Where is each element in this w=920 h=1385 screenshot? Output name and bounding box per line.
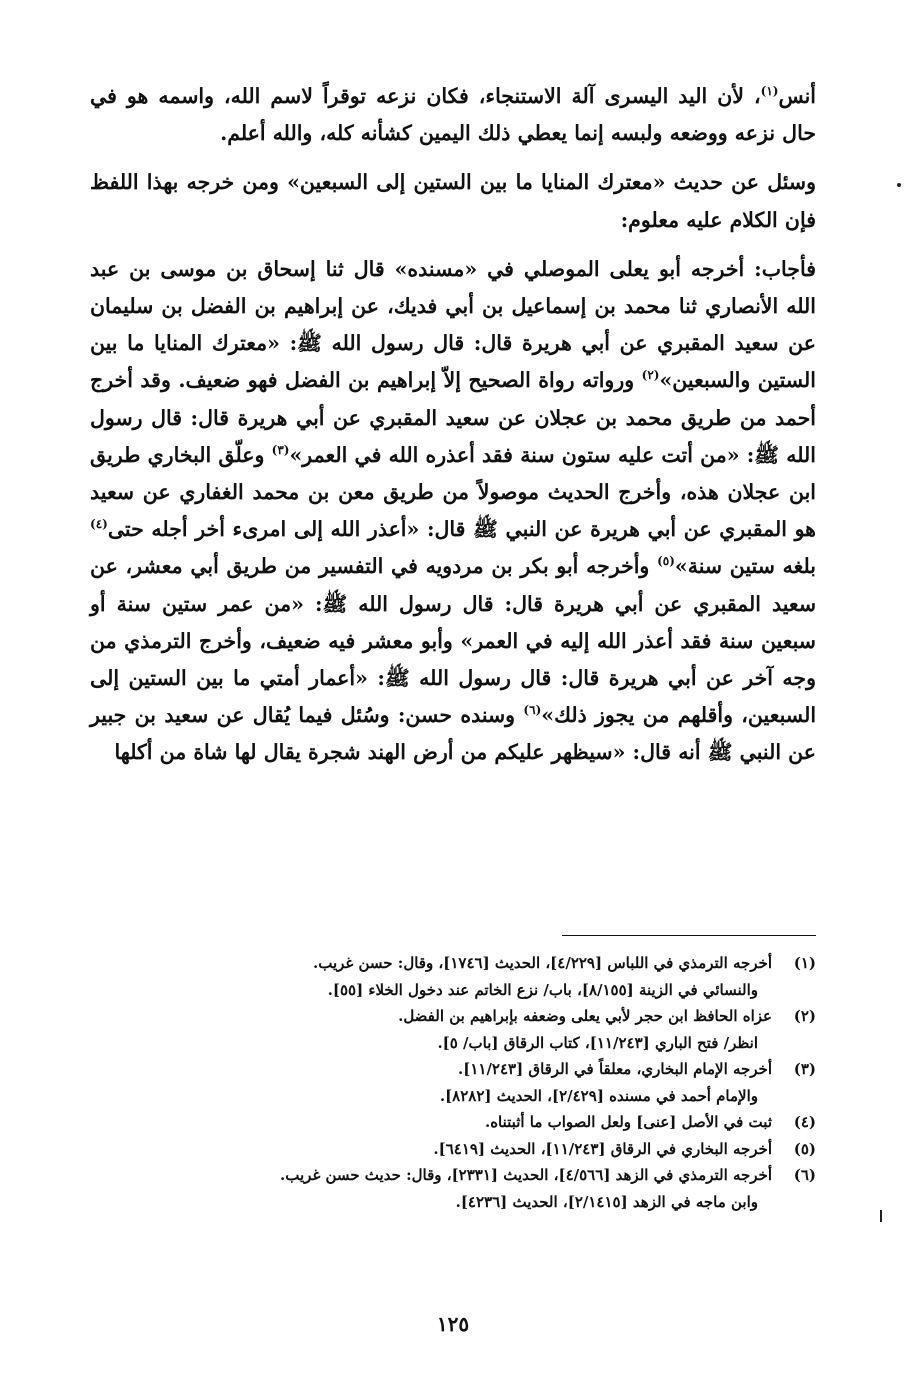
- footnote-3: [90, 1056, 816, 1109]
- footnote-divider: [562, 935, 816, 936]
- paragraph-text: وعلّق البخاري طريق ابن عجلان هذه، وأخرج الحديث موصولاً من طريق معن بن محمد الغفاري عن سعيد هو المقبري عن أبي هريرة عن النبي ﷺ قال: «أعذر الله إلى امرىء أخر أجله حتى: [90, 442, 816, 542]
- footnote-number: (٥): [793, 1139, 816, 1158]
- footnote-body: [90, 1056, 772, 1109]
- footnote-ref-1[interactable]: (١): [760, 84, 779, 99]
- paragraph-text: أنس: [778, 84, 816, 108]
- footnote-4: [90, 1109, 816, 1136]
- paragraph-text: ، لأن اليد اليسرى آلة الاستنجاء، فكان نزعه توقراً لاسم الله، واسمه هو في حال نزعه ووضعه ولبسه إنما يعطي ذلك اليمين كشأنه كله، والله أعلم.: [90, 84, 816, 146]
- footnote-ref-5[interactable]: (٥): [657, 554, 675, 569]
- footnote-line: أخرجه البخاري في الرقاق [١١/٢٤٣]، الحديث [٦٤١٩].: [433, 1139, 772, 1158]
- footnotes-list: [90, 950, 816, 1215]
- body-paragraph-1: [90, 78, 816, 152]
- footnote-line: أخرجه الإمام البخاري، معلقاً في الرقاق [١١/٢٤٣].: [458, 1060, 772, 1078]
- footnote-line: أخرجه الترمذي في اللباس [٤/٢٢٩]، الحديث [١٧٤٦]، وقال: حسن غريب.: [313, 954, 772, 972]
- footnote-line: ثبت في الأصل [عنى] ولعل الصواب ما أثبتناه.: [484, 1113, 772, 1131]
- footnote-body: [90, 1003, 772, 1056]
- footnote-5: [90, 1136, 816, 1163]
- paragraph-text: وسئل عن حديث «معترك المنايا ما بين الستين إلى السبعين» ومن خرجه بهذا اللفظ فإن الكلام عليه معلوم:: [90, 170, 816, 232]
- footnote-body: [90, 1162, 772, 1215]
- footnote-6: [90, 1162, 816, 1215]
- footnote-2: [90, 1003, 816, 1056]
- footnote-number: (٤): [793, 1113, 816, 1131]
- scan-edge-mark: [897, 183, 901, 187]
- footnote-ref-3[interactable]: (٣): [271, 443, 290, 457]
- footnote-body: [90, 1136, 772, 1163]
- footnote-body: [90, 950, 772, 1003]
- paragraph-text: بلغه ستين سنة»: [674, 554, 817, 579]
- footnote-line: عزاه الحافظ ابن حجر لأبي يعلى وضعفه بإبراهيم بن الفضل.: [398, 1007, 772, 1025]
- footnote-number: (٦): [793, 1166, 816, 1184]
- footnote-number: (٣): [793, 1060, 816, 1078]
- paragraph-text: ورواته رواة الصحيح إلاّ إبراهيم بن الفضل فهو ضعيف. وقد أخرج أحمد من طريق محمد بن عجلان عن سعيد المقبري عن أبي هريرة قال: قال رسول الله ﷺ: «من أتت عليه ستون سنة فقد أعذره الله في العمر»: [90, 368, 816, 467]
- footnote-number: (١): [793, 954, 816, 972]
- footnote-ref-2[interactable]: (٢): [641, 368, 660, 383]
- paragraph-text: وأخرجه أبو بكر بن مردويه في التفسير من طريق أبي معشر، عن سعيد المقبري عن أبي هريرة قال: قال رسول الله ﷺ: «من عمر ستين سنة أو سبعين سنة فقد أعذر الله إليه في العمر» وأبو معشر فيه ضعيف، وأخرج الترمذي من وجه آخر عن أبي هريرة قال: قال رسول الله ﷺ: «أعمار أمتي ما بين الستين إلى السبعين، وأقلهم من يجوز ذلك»: [90, 554, 817, 728]
- footnote-body: [90, 1109, 772, 1136]
- footnote-line: انظر/ فتح الباري [١١/٢٤٣]، كتاب الرقاق [باب/ ٥].: [437, 1033, 758, 1052]
- footnote-line: والإمام أحمد في مسنده [٢/٤٢٩]، الحديث [٨٢٨٢].: [439, 1086, 758, 1105]
- body-paragraph-2: [90, 164, 816, 238]
- footnote-1: [90, 950, 816, 1003]
- body-paragraph-3: [90, 251, 816, 772]
- footnote-ref-4[interactable]: (٤): [90, 517, 108, 532]
- footnote-line: وابن ماجه في الزهد [٢/١٤١٥]، الحديث [٤٢٣٦].: [455, 1192, 758, 1211]
- footnote-line: أخرجه الترمذي في الزهد [٤/٥٦٦]، الحديث [٢٣٣١]، وقال: حديث حسن غريب.: [280, 1166, 772, 1184]
- book-page: [90, 78, 816, 1358]
- footnote-line: والنسائي في الزينة [٨/١٥٥]، باب/ نزع الخاتم عند دخول الخلاء [٥٥].: [327, 980, 758, 999]
- footnote-ref-6[interactable]: (٦): [523, 703, 542, 718]
- page-number: ١٢٥: [436, 1312, 470, 1336]
- paragraph-text: وسنده حسن: وسُئل فيما يُقال عن سعيد بن جبير عن النبي ﷺ أنه قال: «سيظهر عليكم من أرض الهند شجرة يقال لها شاة من أكلها: [90, 703, 816, 765]
- scan-edge-mark: [880, 1210, 882, 1222]
- footnote-number: (٢): [793, 1007, 816, 1025]
- paragraph-text: فأجاب: أخرجه أبو يعلى الموصلي في «مسنده» قال ثنا إسحاق بن موسى بن عبد الله الأنصاري ثنا محمد بن إسماعيل بن أبي فديك، عن إبراهيم بن الفضل بن سليمان عن سعيد المقبري عن أبي هريرة قال: قال رسول الله ﷺ: «معترك المنايا ما بين الستين والسبعين»: [90, 256, 816, 393]
